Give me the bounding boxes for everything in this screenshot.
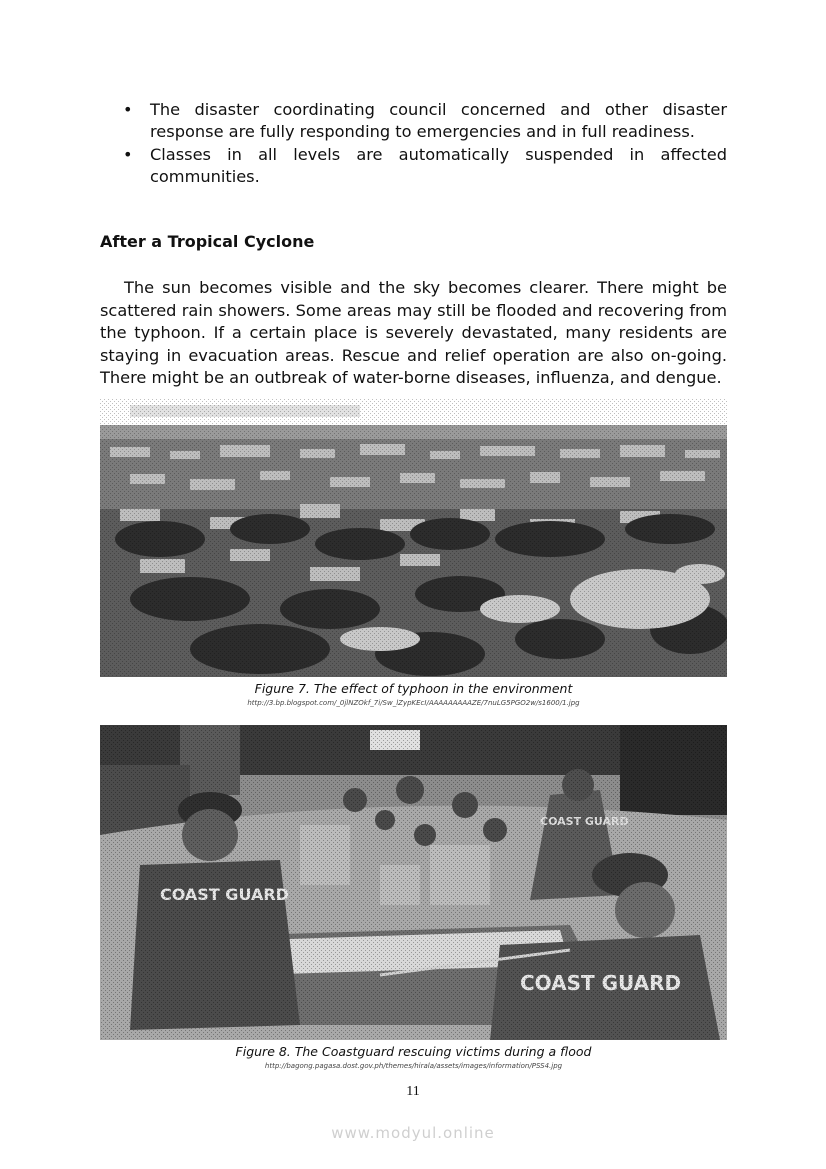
body-paragraph: The sun becomes visible and the sky becomes clearer. There might be scattered rain showers. Some areas may still be flooded and recovering from the typhoon. If a certain place is severely devastated, many residents are staying in evacuation areas. Rescue and relief operation are also on-going. There might be an outbreak of water-borne diseases, influenza, and dengue. bbox=[100, 278, 727, 387]
bullet-dot-icon: • bbox=[123, 100, 133, 119]
watermark: www.modyul.online bbox=[331, 1124, 495, 1142]
figure-caption: Figure 7. The effect of typhoon in the environment bbox=[254, 681, 573, 696]
list-item: • Classes in all levels are automatically suspended in affected communities. bbox=[123, 145, 727, 186]
flood-aerial-photo bbox=[100, 399, 727, 677]
figure-caption: Figure 8. The Coastguard rescuing victims during a flood bbox=[235, 1044, 592, 1059]
figure-source-url: http://3.bp.blogspot.com/_0jlNZOkf_7i/Sw_lZypKEcI/AAAAAAAAAZE/7nuLG5PGO2w/s1600/1.jpg bbox=[247, 699, 580, 707]
bullet-dot-icon: • bbox=[123, 145, 133, 164]
section-heading: After a Tropical Cyclone bbox=[100, 232, 315, 251]
page-number: 11 bbox=[406, 1084, 420, 1099]
list-item: • The disaster coordinating council concerned and other disaster response are fully responding to emergencies and in full readiness. bbox=[123, 100, 727, 141]
figure-source-url: http://bagong.pagasa.dost.gov.ph/themes/hirala/assets/images/information/PSS4.jpg bbox=[264, 1062, 563, 1070]
bullet-list bbox=[100, 99, 727, 189]
coastguard-rescue-photo bbox=[100, 725, 727, 1040]
